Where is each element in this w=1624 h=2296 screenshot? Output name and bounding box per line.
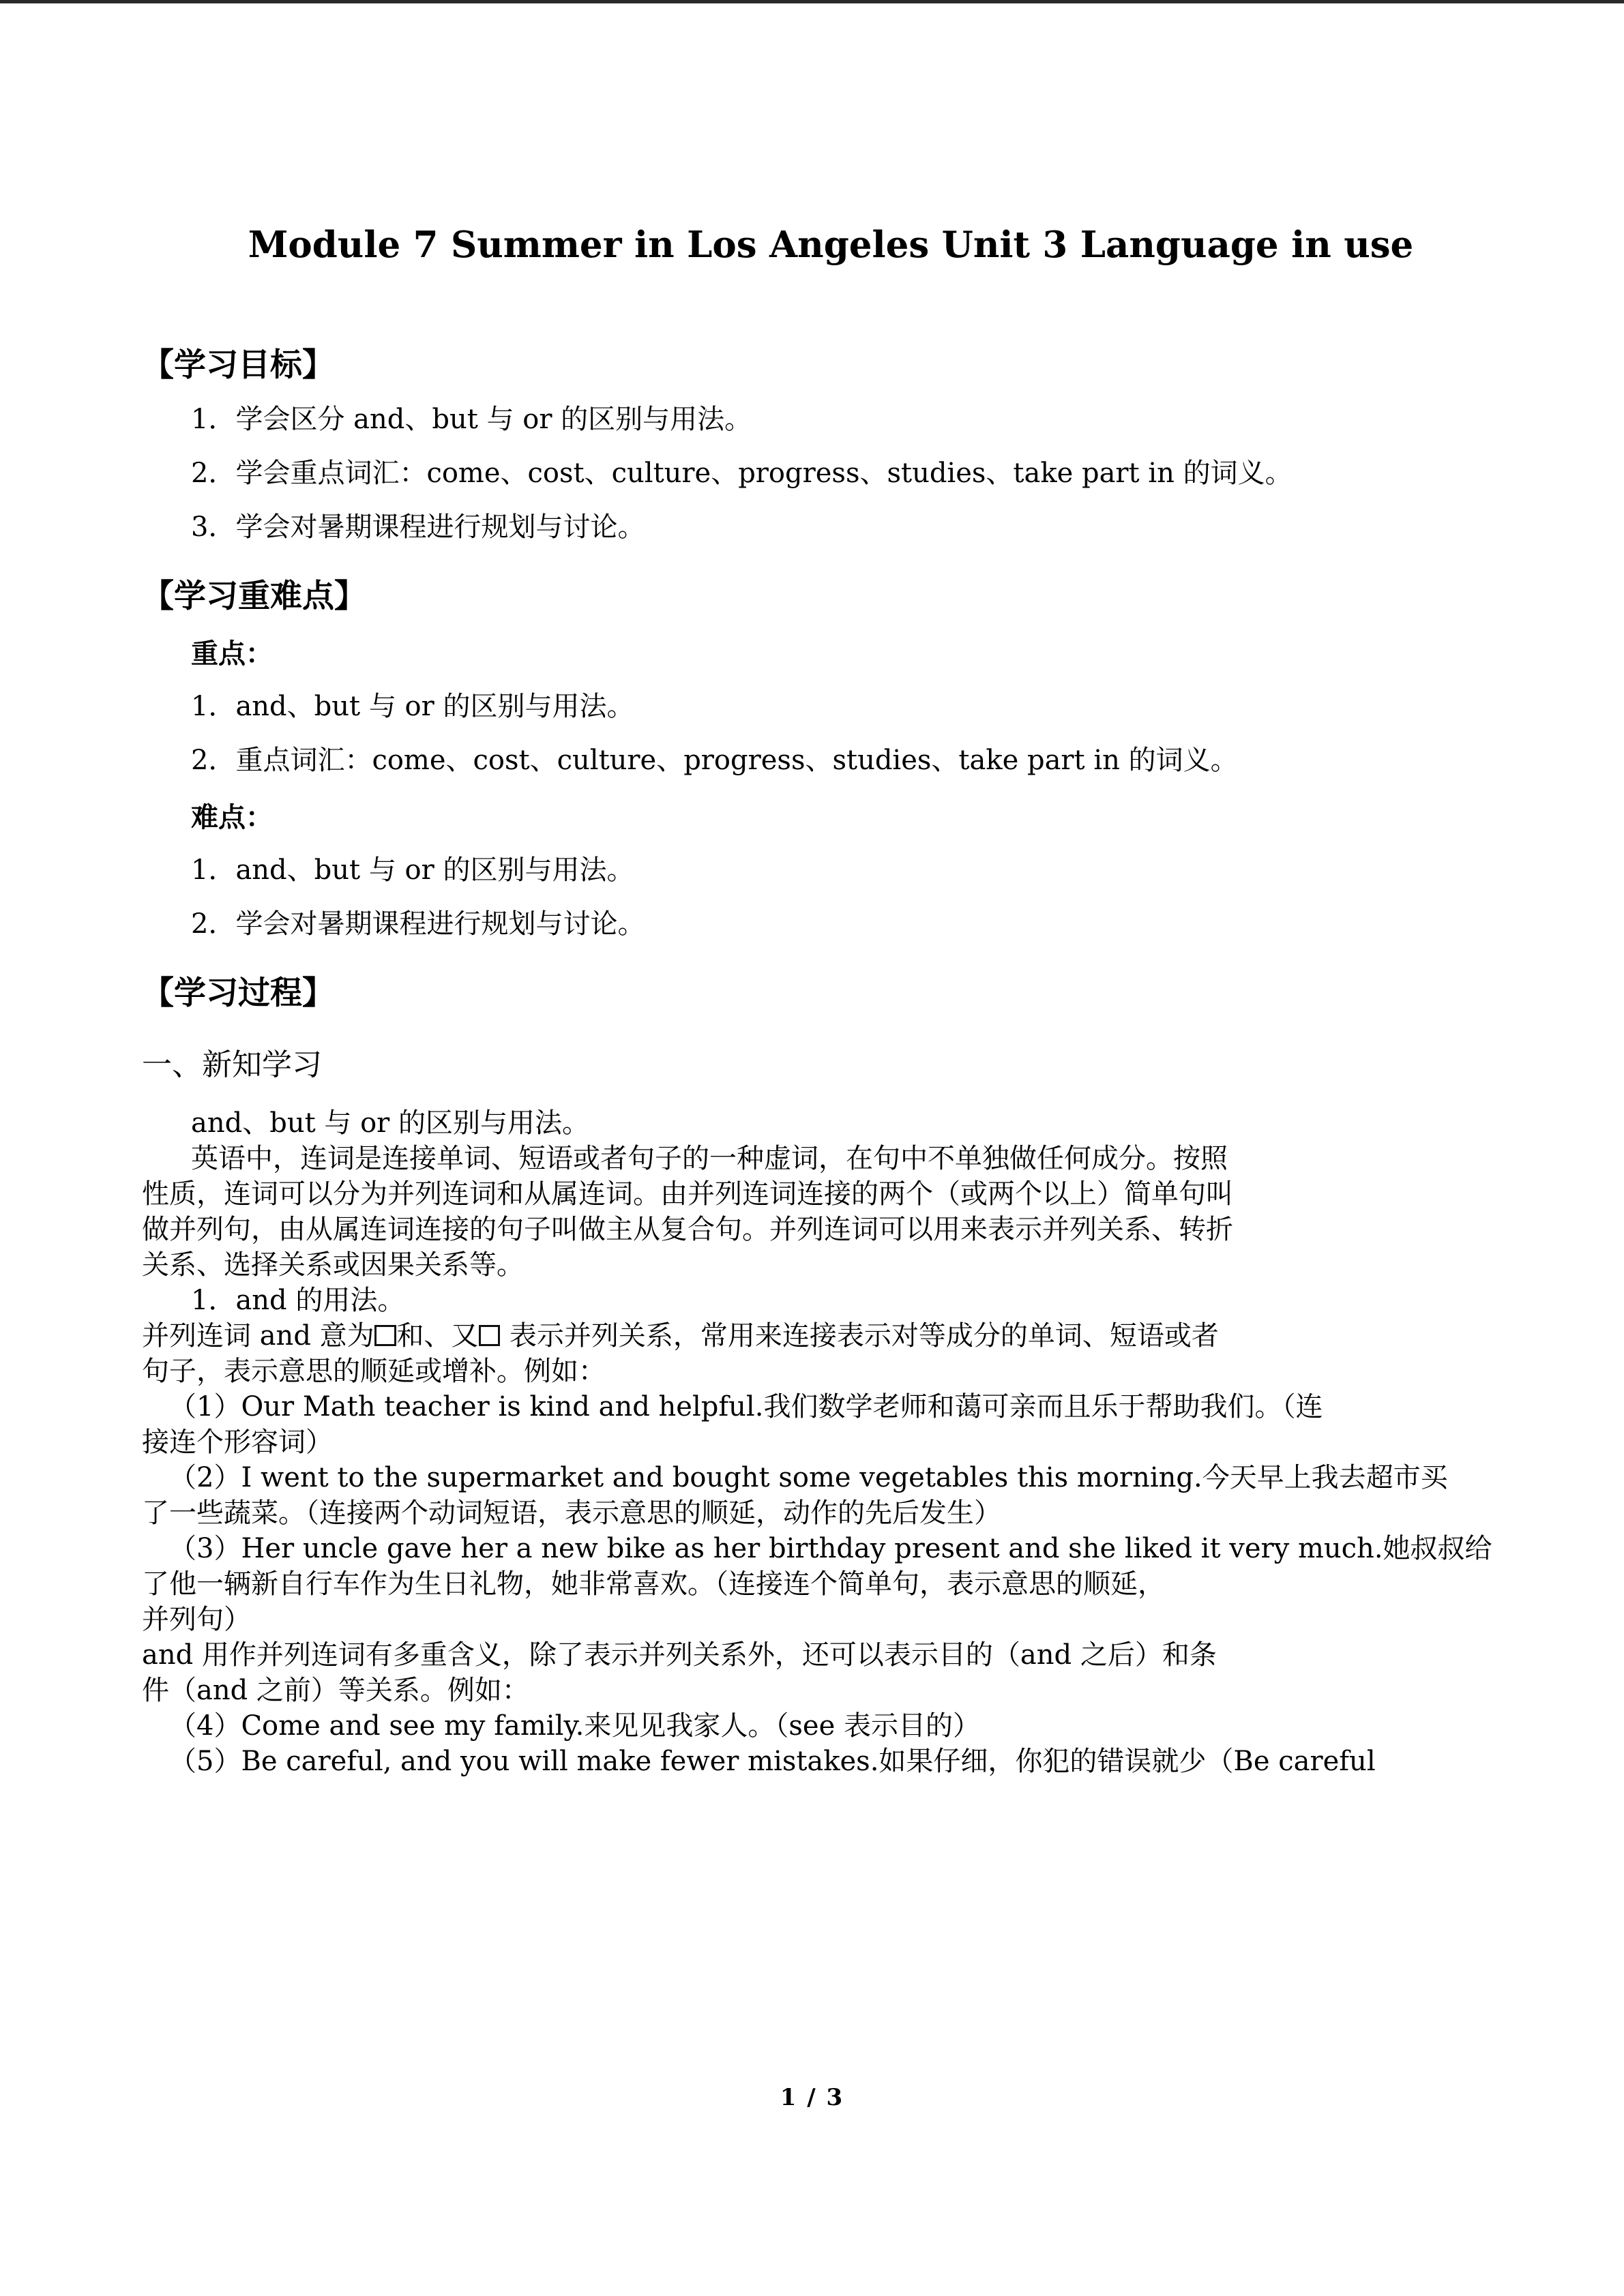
and-extra-line: 件（and 之前）等关系。例如： [142,1674,529,1706]
intro-paragraph [142,1141,1520,1283]
page-number-footer: 1 / 3 [780,2084,844,2111]
example-1 [142,1389,1520,1460]
intro-line: 关系、选择关系或因果关系等。 [142,1249,524,1281]
example-line: （3）Her uncle gave her a new bike as her birthday present and she liked it very much.她叔叔给 [169,1532,1492,1564]
and-extra-line: and 用作并列连词有多重含义，除了表示并列关系外，还可以表示目的（and 之后）和条 [142,1639,1217,1671]
objective-item: 2．学会重点词汇：come、cost、culture、progress、studies、take part in 的词义。 [191,457,1293,489]
difficult-point-item: 1．and、but 与 or 的区别与用法。 [191,854,634,886]
key-point-item: 2．重点词汇：come、cost、culture、progress、studies、take part in 的词义。 [191,744,1238,776]
section-heading-learning-process: 【学习过程】 [142,974,334,1013]
outline-heading-new-knowledge: 一、新知学习 [142,1047,322,1082]
topic-block [142,1088,1520,1141]
and-definition-line-2: 句子，表示意思的顺延或增补。例如： [142,1355,606,1387]
example-line: （1）Our Math teacher is kind and helpful.我们数学老师和蔼可亲而且乐于帮助我们。（连 [169,1390,1323,1422]
and-definition-line-1 [142,1318,1520,1354]
intro-line: 性质，连词可以分为并列连词和从属连词。由并列连词连接的两个（或两个以上）简单句叫 [142,1178,1233,1210]
example-line: （4）Come and see my family.来见见我家人。（see 表示目的） [169,1710,980,1742]
page-content [142,0,1520,1779]
missing-glyph-close-quote-icon [479,1325,500,1346]
example-2 [142,1460,1520,1531]
and-usage-heading: 1．and 的用法。 [191,1284,405,1316]
section-heading-objectives: 【学习目标】 [142,346,334,385]
and-definition-paragraph [142,1318,1520,1389]
example-5 [142,1744,1520,1779]
topic-line: and、but 与 or 的区别与用法。 [191,1107,590,1139]
example-4 [142,1708,1520,1744]
intro-line: 做并列句，由从属连词连接的句子叫做主从复合句。并列连词可以用来表示并列关系、转折 [142,1213,1233,1245]
key-point-item: 1．and、but 与 or 的区别与用法。 [191,690,634,722]
difficult-point-item: 2．学会对暑期课程进行规划与讨论。 [191,908,645,940]
and-definition-text-a: 并列连词 and 意为 [142,1320,374,1352]
example-line: 并列句） [142,1603,251,1635]
key-points-label: 重点： [191,638,273,670]
and-definition-text-c: 表示并列关系，常用来连接表示对等成分的单词、短语或者 [501,1320,1219,1352]
objective-item: 1．学会区分 and、but 与 or 的区别与用法。 [191,403,752,435]
example-line: 了他一辆新自行车作为生日礼物，她非常喜欢。（连接连个简单句，表示意思的顺延， [142,1568,1165,1600]
and-extra-paragraph [142,1637,1520,1708]
page-title: Module 7 Summer in Los Angeles Unit 3 Language in use [248,224,1414,266]
example-line: 了一些蔬菜。（连接两个动词短语，表示意思的顺延，动作的先后发生） [142,1497,1001,1529]
example-line: （5）Be careful, and you will make fewer mistakes.如果仔细，你犯的错误就少（Be careful [169,1745,1376,1777]
example-line: 接连个形容词） [142,1426,333,1458]
difficult-points-label: 难点： [191,802,273,834]
intro-line: 英语中，连词是连接单词、短语或者句子的一种虚词，在句中不单独做任何成分。按照 [191,1142,1228,1174]
missing-glyph-open-quote-icon [374,1325,396,1346]
example-line: （2）I went to the supermarket and bought some vegetables this morning.今天早上我去超市买 [169,1461,1448,1493]
section-heading-key-and-difficult-points: 【学习重难点】 [142,578,366,616]
objective-item: 3．学会对暑期课程进行规划与讨论。 [191,511,645,543]
example-3 [142,1531,1520,1637]
and-definition-text-b: 和、又 [396,1320,479,1352]
